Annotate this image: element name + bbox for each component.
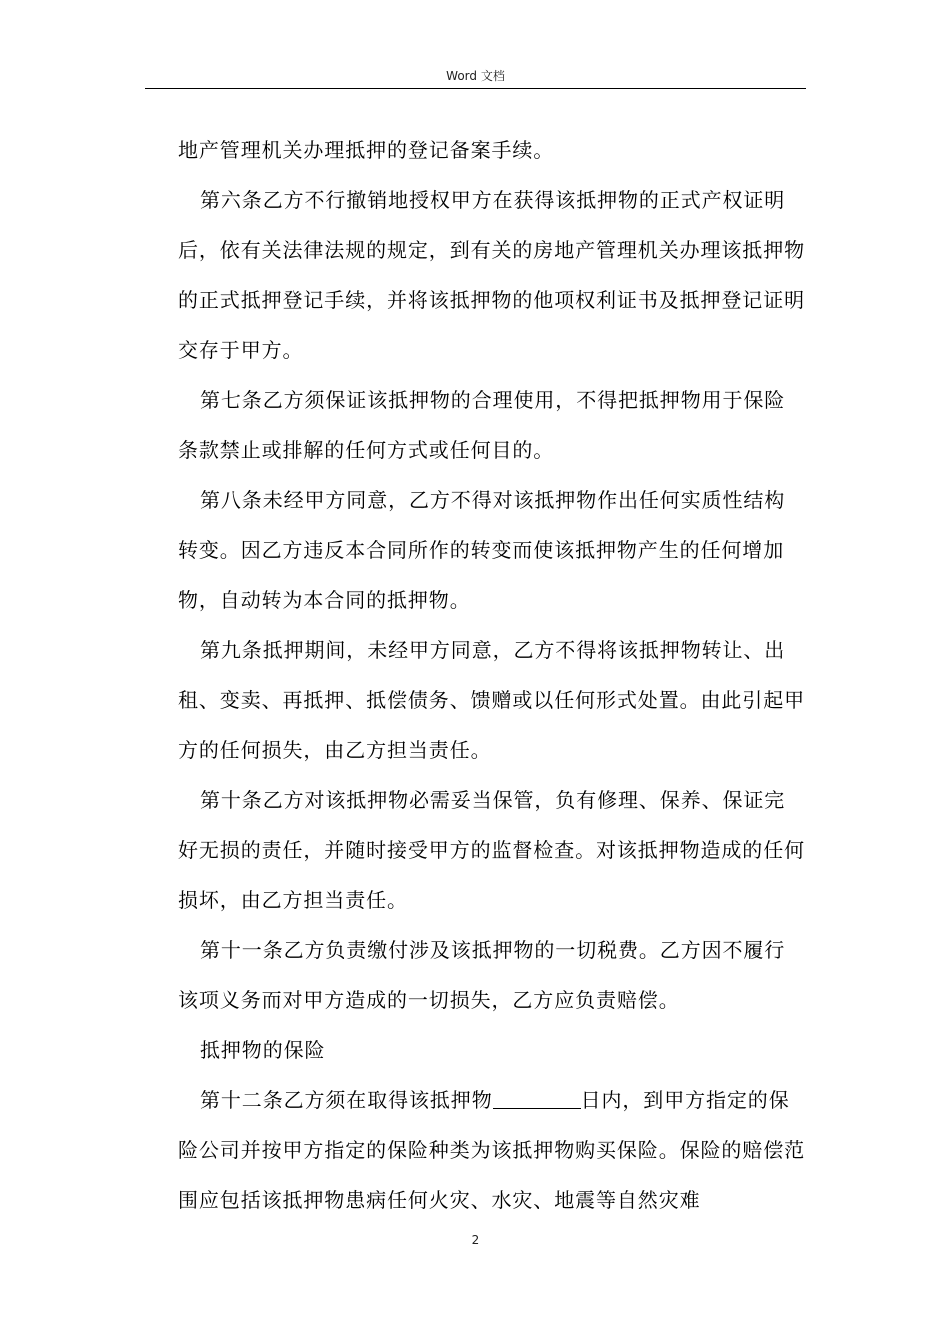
section-heading-insurance: 抵押物的保险 [200,1038,326,1062]
article-12-text-end: 日内，到甲方指定的保险公司并按甲方指定的保险种类为该抵押物购买保险。保险的赔偿范围应包括该抵押物患病任何火灾、水灾、地震等自然灾难 [178,1088,805,1212]
article-12-text-start: 第十二条乙方须在取得该抵押物 [200,1088,493,1112]
page-header: Word 文档 [446,69,505,83]
paragraph-article-8: 第八条未经甲方同意，乙方不得对该抵押物作出任何实质性结构转变。因乙方违反本合同所作的转变而使该抵押物产生的任何增加物，自动转为本合同的抵押物。 [178,488,786,612]
paragraph-article-11: 第十一条乙方负责缴付涉及该抵押物的一切税费。乙方因不履行该项义务而对甲方造成的一切损失，乙方应负责赔偿。 [178,938,786,1012]
paragraph-continuation: 地产管理机关办理抵押的登记备案手续。 [178,138,555,162]
paragraph-article-12 [178,1075,806,1225]
paragraph-article-10: 第十条乙方对该抵押物必需妥当保管，负有修理、保养、保证完好无损的责任，并随时接受甲方的监督检查。对该抵押物造成的任何损坏，由乙方担当责任。 [178,788,805,912]
header-divider [145,88,806,89]
paragraph-article-7: 第七条乙方须保证该抵押物的合理使用，不得把抵押物用于保险条款禁止或排解的任何方式或任何目的。 [178,388,786,462]
page-number: 2 [471,1233,480,1247]
fill-in-blank [493,1086,581,1109]
paragraph-article-6: 第六条乙方不行撤销地授权甲方在获得该抵押物的正式产权证明后，依有关法律法规的规定，到有关的房地产管理机关办理该抵押物的正式抵押登记手续，并将该抵押物的他项权利证书及抵押登记证明交存于甲方。 [178,188,805,362]
paragraph-article-9: 第九条抵押期间，未经甲方同意，乙方不得将该抵押物转让、出租、变卖、再抵押、抵偿债务、馈赠或以任何形式处置。由此引起甲方的任何损失，由乙方担当责任。 [178,638,805,762]
document-body [178,125,806,1225]
